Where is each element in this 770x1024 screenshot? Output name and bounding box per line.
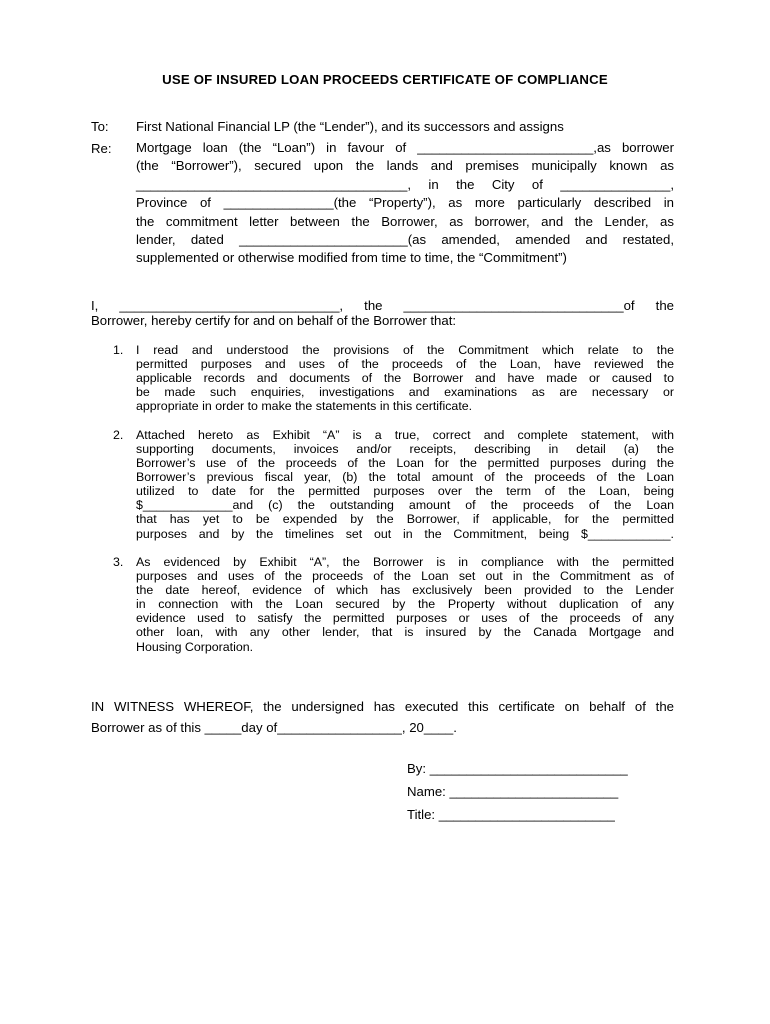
re-block — [136, 139, 674, 268]
list-item-number: 1. — [113, 343, 124, 357]
witness-line: IN WITNESS WHEREOF, the undersigned has executed this certificate on behalf of the — [91, 699, 674, 714]
re-line: supplemented or otherwise modified from time to time, the “Commitment”) — [136, 250, 567, 266]
re-label: Re: — [91, 141, 112, 156]
witness-paragraph — [91, 696, 674, 738]
certify-line: I, ______________________________, the ______________________________of the — [91, 298, 674, 313]
witness-line: Borrower as of this _____day of_________________, 20____. — [91, 720, 457, 735]
re-line: lender, dated _______________________(as amended, amended and restated, — [136, 232, 674, 248]
certify-line: Borrower, hereby certify for and on behalf of the Borrower that: — [91, 313, 457, 328]
to-text: First National Financial LP (the “Lender”), and its successors and assigns — [136, 119, 564, 134]
certification-list — [91, 343, 674, 668]
signature-by-line: By: ___________________________ — [407, 761, 628, 776]
re-line: _____________________________________, in the City of _______________, — [136, 176, 674, 192]
to-label: To: — [91, 119, 109, 134]
list-item-number: 3. — [113, 555, 124, 569]
list-item: 2. Attached hereto as Exhibit “A” is a true, correct and complete statement, with supporting documents, invoices and/or receipts, describing in detail (a) the Borrower’s use of the proceeds of the Loan for the permitted purposes during the Borrower’s previous fiscal year, (b) the total amount of the proceeds of the Loan utilized to date for the permitted purposes over the term of the Loan, being $_____________and (c) the outstanding amount of the proceeds of the Loan that has yet to be expended by the Borrower, if applicable, for the permitted purposes and by the timelines set out in the Commitment, being $____________. — [113, 427, 674, 541]
certify-paragraph — [91, 298, 674, 328]
list-item: 3. As evidenced by Exhibit “A”, the Borrower is in compliance with the permitted purposes and uses of the proceeds of the Loan set out in the Commitment as of the date hereof, evidence of which has exclusively been provided to the Lender in connection with the Loan secured by the Property without duplication of any evidence used to satisfy the permitted purposes or uses of the proceeds of any other loan, with any other lender, that is insured by the Canada Mortgage and Housing Corporation. — [113, 555, 674, 654]
signature-title-line: Title: ________________________ — [407, 807, 615, 822]
re-line: (the “Borrower”), secured upon the lands and premises municipally known as — [136, 158, 674, 174]
signature-name-line: Name: _______________________ — [407, 784, 619, 799]
list-item-number: 2. — [113, 427, 124, 442]
re-line: Mortgage loan (the “Loan”) in favour of ________________________,as borrower — [136, 140, 674, 155]
list-item: 1. I read and understood the provisions of the Commitment which relate to the permitted purposes and uses of the proceeds of the Loan, have reviewed the applicable records and documents of the Borrower and have made or caused to be made such enquiries, investigations and examinations as are necessary or appropriate in order to make the statements in this certificate. — [113, 343, 674, 414]
re-line: the commitment letter between the Borrower, as borrower, and the Lender, as — [136, 213, 674, 229]
document-title: USE OF INSURED LOAN PROCEEDS CERTIFICATE OF COMPLIANCE — [162, 72, 608, 87]
re-line: Province of _______________(the “Property”), as more particularly described in — [136, 195, 674, 211]
